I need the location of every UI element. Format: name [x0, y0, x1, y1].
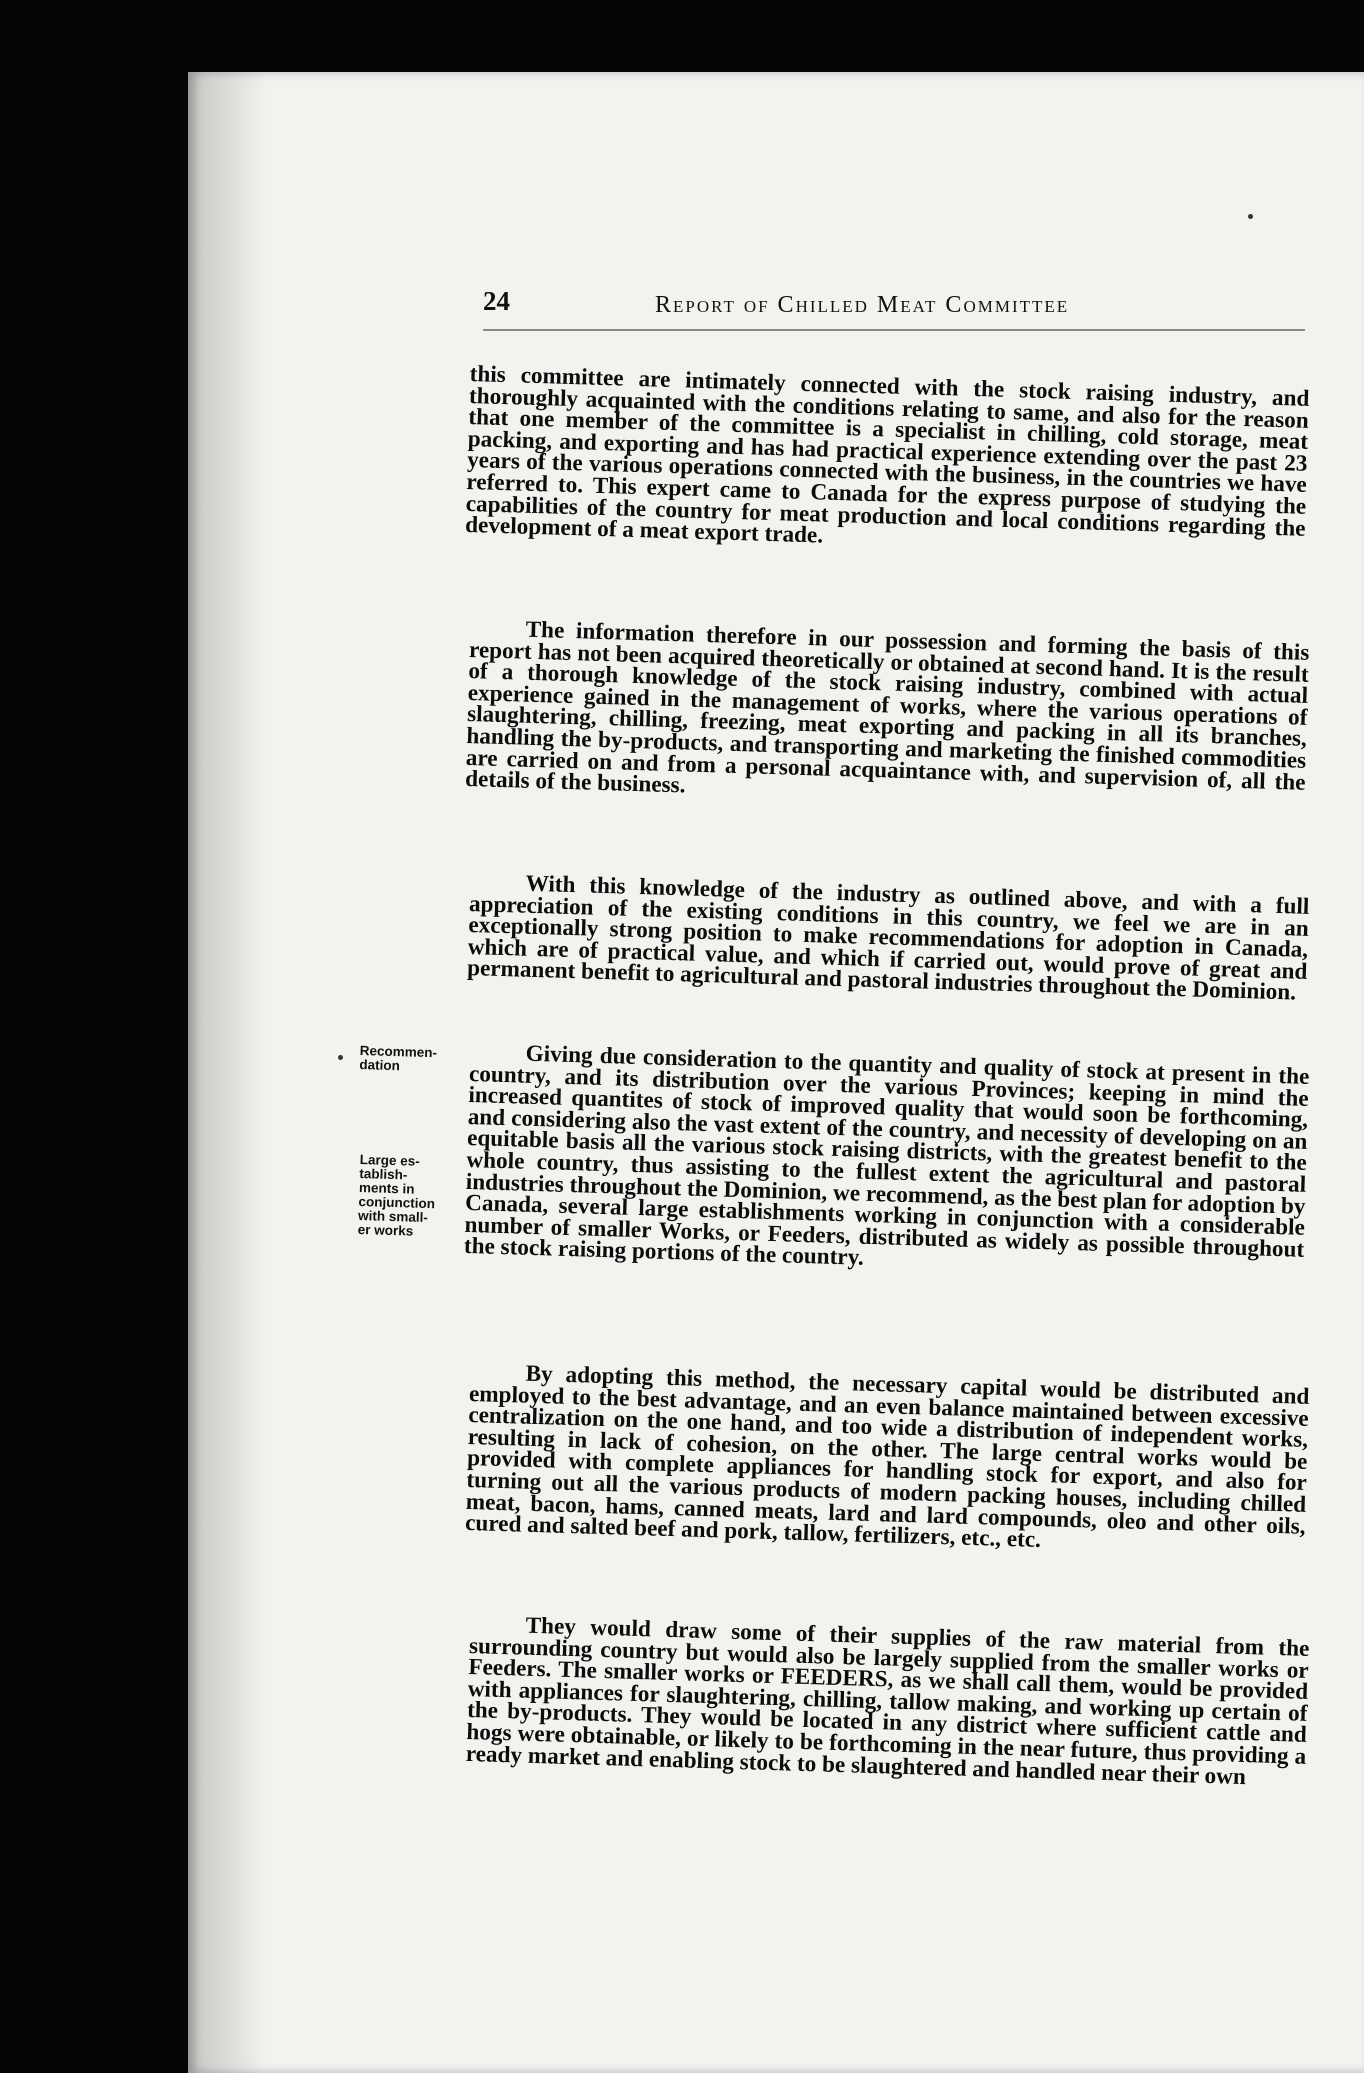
header-rule — [483, 329, 1305, 331]
margin-note-line: with small- — [357, 1207, 429, 1226]
page-number: 24 — [483, 286, 510, 316]
margin-note-large-establishments — [358, 1153, 468, 1240]
speck-mark — [338, 1055, 343, 1060]
paragraph-method — [465, 1362, 1310, 1560]
paragraph-supplies — [466, 1614, 1310, 1790]
margin-note-line: tablish- — [359, 1165, 408, 1183]
paragraph-continuation — [464, 361, 1310, 562]
paragraph-text: By adopting this method, the necessary capital would be distributed and employed to the best advantage, and an even balance maintained between excessive centralization on the one hand, and too wide a distribution of independent works, resulting in lack of cohesion, on the other. The large central works would be provided with complete appliances for handling stock for export, and also for turning out all the various products of modern packing houses, including chilled meat, bacon, hams, canned meats, lard and lard compounds, oleo and other oils, cured and salted beef and pork, tallow, fertilizers, etc., etc. — [464, 1360, 1310, 1554]
margin-note-line: Recommen- — [359, 1043, 438, 1061]
paragraph-text: this committee are intimately connected with the stock raising industry, and thoroughly acquainted with the conditions relating to same, and also for the reason that one member of the committee is a specialist in chilling, cold storage, meat packing, and exporting and has had practical experience extending over the past 23 years of the various operations connected with the business, in the countries we have referred to. This expert came to Canada for the express purpose of studying the capabilities of the country for meat production and local conditions regarding the development of a meat export trade. — [464, 361, 1310, 549]
margin-note-line: Large es- — [359, 1152, 421, 1169]
margin-note-line: ments in — [358, 1179, 415, 1197]
speck-mark — [1248, 214, 1253, 219]
paragraph-recommendation — [464, 1042, 1310, 1283]
running-title: Report of Chilled Meat Committee — [655, 292, 1070, 318]
paragraph-text: Giving due consideration to the quantity and quality of stock at present in the country, and its distribution over the various Provinces; keeping in mind the increased quantites of stock of improved quality that would soon be forthcoming, and considering also the vast extent of the country, and necessity of developing on an equitable basis all the various stock raising districts, with the greatest benefit to the whole country, thus assisting to the fullest extent the agricultural and pastoral industries throughout the Dominion, we recommend, as the best plan for adoption by Canada, several large establishments working in conjunction with a considerable number of smaller Works, or Feeders, distributed as widely as possible throughout the stock raising portions of the country. — [463, 1040, 1310, 1272]
margin-note-line: conjunction — [358, 1193, 436, 1212]
paragraph-information — [465, 618, 1310, 816]
page-header — [483, 286, 1305, 336]
paragraph-text: They would draw some of their supplies of the raw material from the surrounding country but would also be largely supplied from the smaller works or Feeders. The smaller works or FEEDERS, as we shall call them, would be provided with appliances for slaughtering, chilling, tallow making, and working up certain of the by-products. They would be located in any district where sufficient cattle and hogs were obtainable, or likely to be forthcoming in the near future, thus providing a ready market and enabling stock to be slaughtered and handled near their own — [465, 1612, 1310, 1790]
paragraph-text: With this knowledge of the industry as outlined above, and with a full appreciation of the existing conditions in this country, we feel we are in an exceptionally strong position to make recommendations for adoption in Canada, which are of practical value, and which if carried out, would prove of great and permanent benefit to agricultural and pastoral industries throughout the Dominion. — [466, 870, 1310, 1006]
margin-note-line: er works — [357, 1221, 414, 1239]
paragraph-text: The information therefore in our possession and forming the basis of this report has not been acquired theoretically or obtained at second hand. It is the result of a thorough knowledge of the stock raising industry, combined with actual experience gained in the management of works, where the various operations of slaughtering, chilling, freezing, meat exporting and packing in all its branches, handling the by-products, and transporting and marketing the finished commodities are carried on and from a personal acquaintance with, and supervision of, all the details of the business. — [464, 616, 1310, 799]
margin-note-line: dation — [359, 1056, 401, 1074]
margin-note-recommendation — [359, 1044, 468, 1075]
